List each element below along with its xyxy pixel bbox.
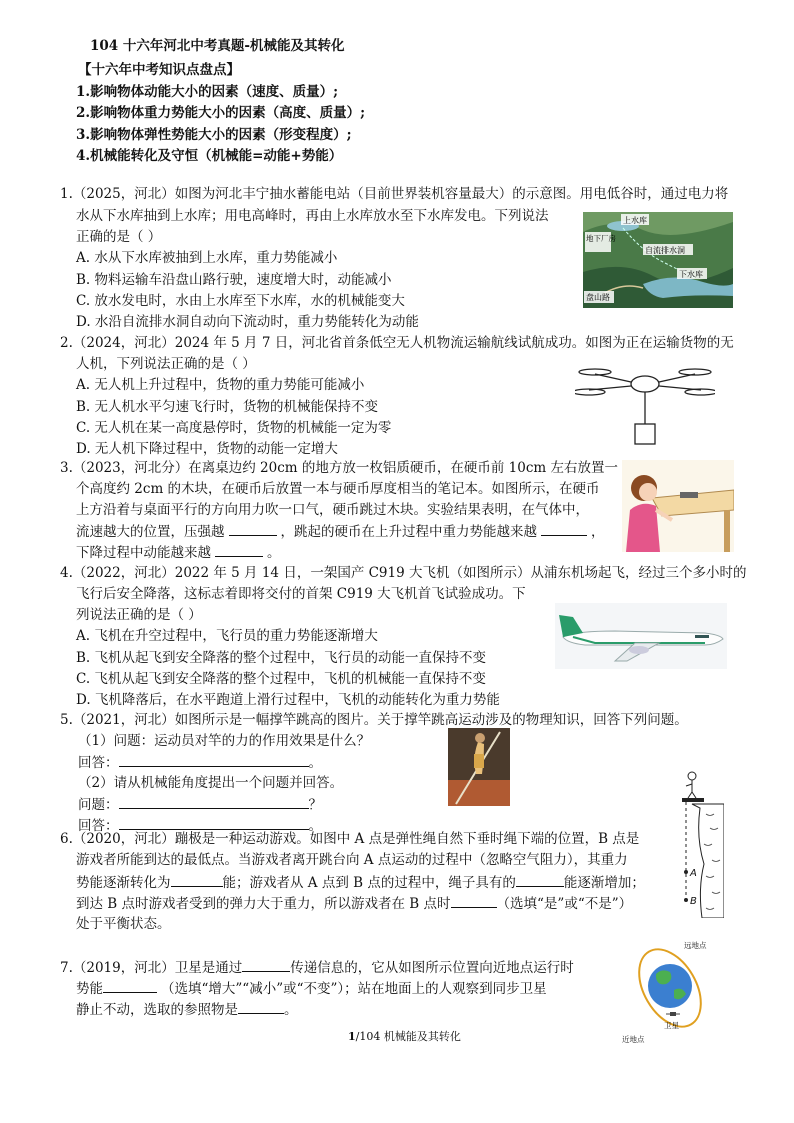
- q3-blank-potential-energy[interactable]: [541, 521, 587, 536]
- q4-c919-airplane-figure: [555, 603, 727, 669]
- q2-stem-line: 2.（2024，河北）2024 年 5 月 7 日，河北省首条低空无人机物流运输航线试航成功。如图为正在运输货物的无: [60, 335, 734, 351]
- q7-text: 。: [284, 1002, 298, 1018]
- q3-text: ，跳起的硬币在上升过程中重力势能越来越: [280, 524, 537, 540]
- q1-stem-line: 正确的是（ ）: [76, 229, 162, 245]
- q5-text: ？: [308, 797, 322, 813]
- q4-stem-line: 列说法正确的是（ ）: [76, 607, 202, 623]
- q5-pole-vault-photo: [448, 728, 510, 806]
- q6-blank-equilibrium[interactable]: [451, 893, 497, 908]
- q4-option-b: B. 飞机从起飞到安全降落的整个过程中，飞行员的动能一直保持不变: [76, 650, 487, 666]
- q5-question-line: [78, 794, 322, 815]
- q6-text: 到达 B 点时游戏者受到的弹力大于重力，所以游戏者在 B 点时: [76, 896, 451, 912]
- q3-stem-line: 个高度约 2cm 的木块，在硬币后放置一本与硬币厚度相当的笔记本。如图所示，在硬币: [76, 481, 600, 497]
- q1-option-c: C. 放水发电时，水由上水库至下水库，水的机械能变大: [76, 293, 405, 309]
- q5-blank-answer-2[interactable]: [119, 815, 309, 830]
- q3-coin-experiment-figure: [622, 460, 734, 552]
- summary-item: 2.影响物体重力势能大小的因素（高度、质量）;: [76, 105, 366, 121]
- q5-question-label: 问题：: [78, 797, 119, 813]
- q3-blank-kinetic-energy[interactable]: [215, 542, 263, 557]
- q6-stem-line: 6.（2020，河北）蹦极是一种运动游戏。如图中 A 点是弹性绳自然下垂时绳下端的位置，B 点是: [60, 831, 640, 847]
- summary-item: 3.影响物体弹性势能大小的因素（形变程度）;: [76, 127, 352, 143]
- q7-blank-signal-medium[interactable]: [242, 957, 290, 972]
- q4-option-a: A. 飞机在升空过程中，飞行员的重力势能逐渐增大: [76, 628, 378, 644]
- q3-stem-line: 上方沿着与桌面平行的方向用力吹一口气，硬币跳过木块。实验结果表明，在气体中，: [76, 502, 589, 518]
- q2-stem-line: 人机，下列说法正确的是（ ）: [76, 356, 256, 372]
- q6-text: 能；游戏者从 A 点到 B 点的过程中，绳子具有的: [222, 875, 516, 891]
- q3-fill-line: [76, 521, 605, 542]
- q1-label-underground-plant: 地下厂房: [586, 234, 616, 243]
- q1-option-b: B. 物料运输车沿盘山路行驶，速度增大时，动能减小: [76, 272, 392, 288]
- q4-option-c: C. 飞机从起飞到安全降落的整个过程中，飞机的机械能一直保持不变: [76, 671, 486, 687]
- q7-blank-reference-frame[interactable]: [238, 999, 284, 1014]
- q2-option-d: D. 无人机下降过程中，货物的动能一定增大: [76, 441, 338, 457]
- q7-text: （选填“增大”“减小”或“不变”）；站在地面上的人观察到同步卫星: [161, 981, 547, 997]
- q3-blank-pressure[interactable]: [229, 521, 277, 536]
- q1-label-lower-reservoir: 下水库: [679, 270, 703, 279]
- q6-label-point-b: B: [690, 896, 697, 907]
- q6-bungee-figure: [662, 768, 724, 918]
- q5-answer-label: 回答：: [78, 818, 119, 834]
- q5-stem-line: 5.（2021，河北）如图所示是一幅撑竿跳高的图片。关于撑竿跳高运动涉及的物理知识，回答下列问题。: [60, 712, 688, 728]
- q7-text: 静止不动，选取的参照物是: [76, 1002, 238, 1018]
- q5-sub-question-1: （1）问题：运动员对竿的力的作用效果是什么？: [78, 733, 371, 749]
- q6-stem-line: 游戏者所能到达的最低点。当游戏者离开跳台向 A 点运动的过程中（忽略空气阻力），其重力: [76, 852, 628, 868]
- q6-fill-line: [76, 893, 632, 914]
- summary-item: 4.机械能转化及守恒（机械能=动能+势能）: [76, 148, 343, 164]
- q3-stem-line: 3.（2023，河北分）在离桌边约 20cm 的地方放一枚铝质硬币，在硬币前 10cm 左右放置一: [60, 460, 618, 476]
- q3-text: 。: [267, 545, 281, 561]
- q1-stem-line: 1.（2025，河北）如图为河北丰宁抽水蓄能电站（目前世界装机容量最大）的示意图。用电低谷时，通过电力将: [60, 186, 729, 202]
- q6-text: 能逐渐增加；: [563, 875, 645, 891]
- q5-sub-question-2: （2）请从机械能角度提出一个问题并回答。: [78, 775, 344, 791]
- q7-label-satellite: 卫星: [664, 1021, 679, 1030]
- q1-label-mountain-road: 盘山路: [586, 293, 610, 302]
- q5-blank-question[interactable]: [119, 794, 309, 809]
- q5-blank-answer-1[interactable]: [119, 752, 309, 767]
- q2-option-c: C. 无人机在某一高度悬停时，货物的机械能一定为零: [76, 420, 392, 436]
- q7-text: 7.（2019，河北）卫星是通过: [60, 960, 243, 976]
- q7-blank-potential-energy[interactable]: [103, 978, 157, 993]
- q7-fill-line: [76, 978, 547, 999]
- q7-label-apogee: 远地点: [684, 941, 707, 950]
- q6-blank-energy-form[interactable]: [171, 872, 223, 887]
- summary-heading: 【十六年中考知识点盘点】: [78, 62, 240, 78]
- q1-power-station-figure: [583, 212, 733, 308]
- q7-text: 势能: [76, 981, 103, 997]
- q7-text: 传递信息的，它从如图所示位置向近地点运行时: [290, 960, 574, 976]
- q7-fill-line: [60, 957, 574, 978]
- q1-option-a: A. 水从下水库被抽到上水库，重力势能减小: [76, 250, 338, 266]
- page-footer: [348, 1028, 461, 1044]
- summary-item: 1.影响物体动能大小的因素（速度、质量）;: [76, 84, 339, 100]
- q2-option-a: A. 无人机上升过程中，货物的重力势能可能减小: [76, 377, 365, 393]
- q3-text: ，: [591, 524, 605, 540]
- footer-text: /104 机械能及其转化: [355, 1030, 461, 1043]
- q1-label-drainage-tunnel: 自流排水洞: [645, 246, 685, 255]
- page-title: 104 十六年河北中考真题-机械能及其转化: [90, 38, 345, 54]
- page-number: 1: [348, 1030, 356, 1043]
- q5-answer-1-line: [78, 752, 322, 773]
- q4-stem-line: 4.（2022，河北）2022 年 5 月 14 日，一架国产 C919 大飞机（如图所示）从浦东机场起飞，经过三个多小时的: [60, 565, 747, 581]
- q7-satellite-orbit-figure: [618, 938, 722, 1046]
- q5-text: 。: [308, 755, 322, 771]
- q1-stem-line: 水从下水库抽到上水库；用电高峰时，再由上水库放水至下水库发电。下列说法: [76, 208, 549, 224]
- q2-drone-figure: [575, 358, 715, 450]
- q3-text: 下降过程中动能越来越: [76, 545, 211, 561]
- q6-text: 势能逐渐转化为: [76, 875, 171, 891]
- q2-option-b: B. 无人机水平匀速飞行时，货物的机械能保持不变: [76, 399, 379, 415]
- q4-stem-line: 飞行后安全降落，这标志着即将交付的首架 C919 大飞机首飞试验成功。下: [76, 586, 526, 602]
- q6-blank-elastic-energy[interactable]: [516, 872, 564, 887]
- q5-text: 。: [308, 818, 322, 834]
- q3-text: 流速越大的位置，压强越: [76, 524, 225, 540]
- q7-label-perigee: 近地点: [622, 1035, 645, 1044]
- q6-fill-line: [76, 872, 645, 893]
- q5-answer-label: 回答：: [78, 755, 119, 771]
- q4-option-d: D. 飞机降落后，在水平跑道上滑行过程中，飞机的动能转化为重力势能: [76, 692, 500, 708]
- q6-text: （选填“是”或“不是”）: [496, 896, 633, 912]
- q3-fill-line: [76, 542, 281, 563]
- q6-stem-line: 处于平衡状态。: [76, 916, 171, 932]
- q6-label-point-a: A: [690, 868, 697, 879]
- q1-option-d: D. 水沿自流排水洞自动向下流动时，重力势能转化为动能: [76, 314, 419, 330]
- q7-fill-line: [76, 999, 298, 1020]
- q1-label-upper-reservoir: 上水库: [623, 216, 647, 225]
